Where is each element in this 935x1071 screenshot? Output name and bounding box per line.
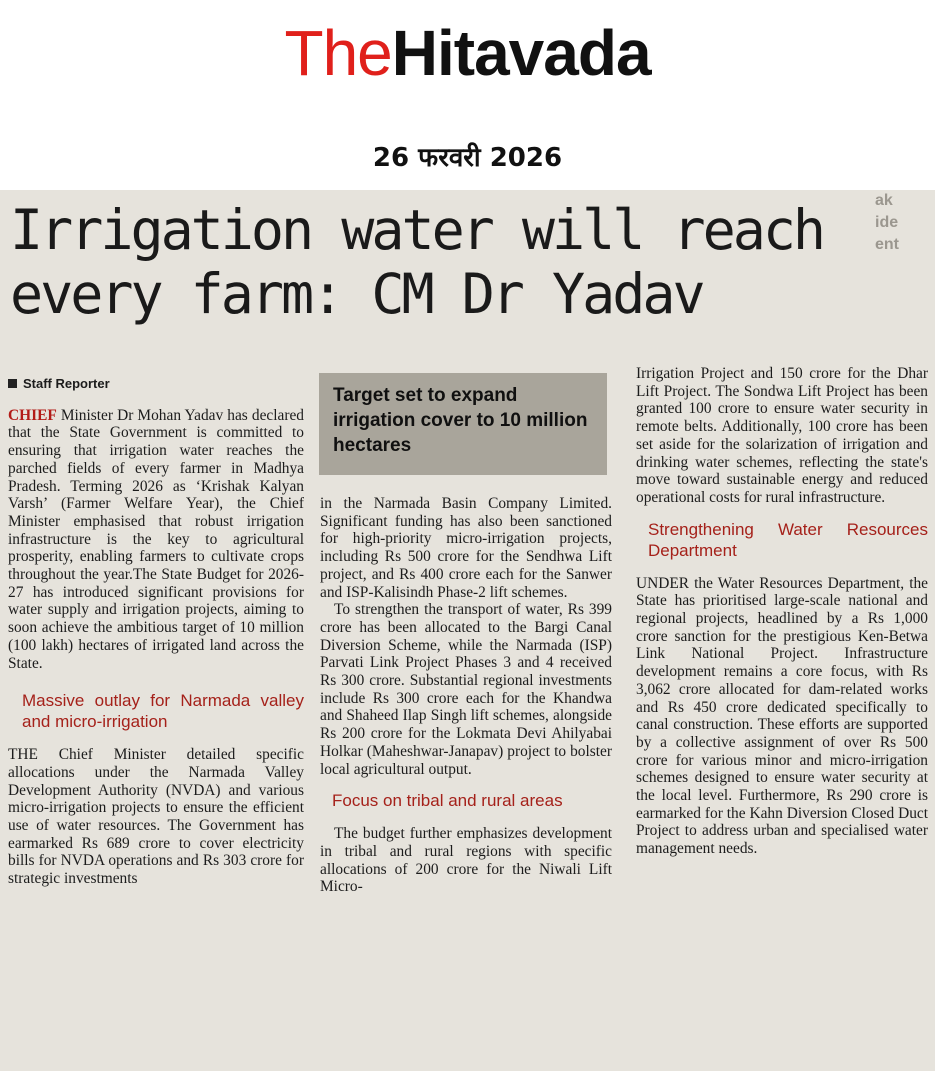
lead-word: CHIEF	[8, 406, 57, 424]
fragment-line: ide	[875, 214, 899, 231]
logo-the: The	[284, 17, 392, 89]
paragraph: in the Narmada Basin Company Limited. Significant funding has also been sanctioned for high-priority micro-irrigation projects, including Rs 500 crore for the Sendhwa Lift project, and Rs 400 crore each for the Sanwer and ISP-Kalisindh Phase-2 lift schemes.	[320, 495, 612, 601]
paragraph: Irrigation Project and 150 crore for the Dhar Lift Project. The Sondwa Lift Project has been granted 100 crore to ensure water security in remote belts. Additionally, 100 crore has been set aside for the solarization of irrigation and drinking water schemes, reflecting the state's move toward sustainable energy and reduced operational costs for rural infrastructure.	[636, 365, 928, 506]
paragraph	[8, 407, 304, 673]
fragment-line: ak	[875, 192, 893, 209]
logo-hitavada: Hitavada	[391, 17, 651, 89]
byline-text: Staff Reporter	[23, 376, 110, 391]
subheading: Strengthening Water Resources Department	[648, 519, 928, 560]
article-column-3	[636, 365, 928, 858]
pull-quote-box	[319, 373, 607, 475]
article-column-2	[320, 495, 612, 896]
newspaper-logo	[0, 18, 935, 88]
paragraph: To strengthen the transport of water, Rs 399 crore has been allocated to the Bargi Canal Diversion Scheme, while the Narmada (ISP) Parvati Link Project Phases 3 and 4 received Rs 300 crore. Substantial regional investments include Rs 300 crore each for the Khandwa and Shaheed Ilap Singh lift schemes, alongside Rs 200 crore for the Lokmata Devi Ahilyabai Holkar (Maheshwar-Janapav) project to bolster local agricultural output.	[320, 601, 612, 778]
newspaper-clipping	[0, 190, 935, 1071]
byline-bullet-icon	[8, 379, 17, 388]
pull-quote-text: Target set to expand irrigation cover to 10 million hectares	[333, 385, 588, 456]
headline-line-1: Irrigation water will reach	[10, 198, 824, 262]
paragraph: UNDER the Water Resources Department, the State has prioritised large-scale national and regional projects, headlined by a Rs 1,000 crore sanction for the prestigious Ken-Betwa Link National Project. Infrastructure development remains a core focus, with Rs 3,062 crore allocated for dam-related works and Rs 450 crore dedicated specifically to canal construction. These efforts are supported by a collective assignment of over Rs 500 crore for various minor and micro-irrigation schemes designed to ensure water security at the local level. Furthermore, Rs 290 crore is earmarked for the Kahn Diversion Closed Duct Project to address urban and specialised water management needs.	[636, 574, 928, 858]
masthead	[0, 0, 935, 200]
paragraph: THE Chief Minister detailed specific allocations under the Narmada Valley Development Authority (NVDA) and various micro-irrigation projects to ensure the efficient use of water resources. The Government has earmarked Rs 689 crore to cover electricity bills for NVDA operations and Rs 303 crore for strategic investments	[8, 746, 304, 888]
fragment-line: ent	[875, 236, 899, 253]
publication-date: 26 फरवरी 2026	[372, 143, 563, 173]
subheading: Focus on tribal and rural areas	[332, 791, 563, 811]
headline-line-2: every farm: CM Dr Yadav	[10, 262, 703, 326]
paragraph: The budget further emphasizes development in tribal and rural regions with specific allocations of 200 crore for the Niwali Lift Micro-	[320, 825, 612, 896]
paragraph-text: Minister Dr Mohan Yadav has declared that the State Government is committed to ensuring that irrigation water reaches the parched fields of every farmer in Madhya Pradesh. Terming 2026 as ‘Krishak Kalyan Varsh’ (Farmer Welfare Year), the Chief Minister emphasised that robust irrigation infrastructure is the key to agricultural prosperity, enabling farmers to cultivate crops throughout the year.The State Budget for 2026-27 has introduced significant provisions for water supply and irrigation projects, aiming to soon achieve the ambitious target of 10 million (100 lakh) hectares of irrigated land across the State.	[8, 406, 304, 672]
byline	[8, 375, 304, 393]
article-headline	[10, 198, 900, 326]
subheading: Massive outlay for Narmada valley and micro-irrigation	[22, 691, 304, 732]
article-column-1	[8, 375, 304, 888]
